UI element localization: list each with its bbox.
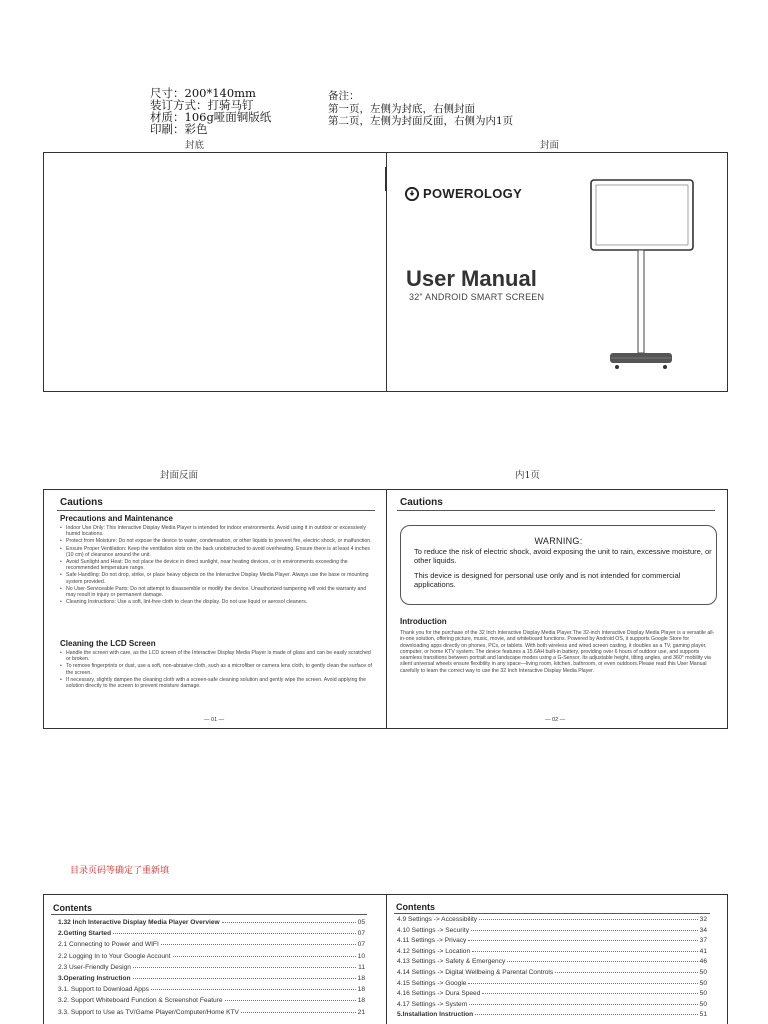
list-item: • Protect from Moisture: Do not expose the device to water, condensation, or other liquids to prevent fire, electric shock, or malfunction. xyxy=(60,538,372,544)
toc-entry-title: 2.1 Connecting to Power and WIFI xyxy=(58,941,159,949)
toc-entry[interactable] xyxy=(397,927,707,936)
toc-entry-title: 3.1. Support to Download Apps xyxy=(58,986,149,994)
toc-leader-dots xyxy=(507,961,697,962)
toc-entry[interactable] xyxy=(397,990,707,999)
toc-leader-dots xyxy=(468,940,697,941)
toc-entry-page: 07 xyxy=(357,930,365,938)
manual-subtitle: 32" ANDROID SMART SCREEN xyxy=(409,292,545,302)
toc-entry-page: 37 xyxy=(699,937,707,945)
toc-right-heading: Contents xyxy=(396,902,435,912)
toc-left-rule xyxy=(51,914,367,915)
manual-title: User Manual xyxy=(406,266,537,291)
list-item: • Handle the screen with care, as the LCD screen of the Interactive Display Media Player is made of glass and can be easily scratched or broken. xyxy=(60,650,372,662)
page2-heading: Cautions xyxy=(400,497,443,508)
toc-entry-page: 07 xyxy=(357,941,365,949)
toc-leader-dots xyxy=(472,951,698,952)
spec-print: 印刷：彩色 xyxy=(150,122,208,136)
label-inside-front: 封面反面 xyxy=(160,470,199,481)
toc-entry[interactable] xyxy=(58,975,365,984)
page1-number: — 01 — xyxy=(204,717,225,723)
toc-entry-page: 32 xyxy=(699,916,707,923)
toc-entry-page: 18 xyxy=(357,997,365,1005)
toc-page-number-note: 目录页码等确定了重新填 xyxy=(70,866,170,876)
toc-entry-page: 21 xyxy=(357,1008,365,1016)
toc-entry-title: 2.2 Logging In to Your Google Account xyxy=(58,952,171,960)
remark-block xyxy=(328,90,513,128)
toc-entry[interactable] xyxy=(397,916,707,925)
toc-entry-page: 50 xyxy=(699,979,707,987)
toc-entry-page: 50 xyxy=(699,1000,707,1008)
toc-entry-page: 05 xyxy=(357,919,365,926)
spec-size: 尺寸：200*140mm xyxy=(150,86,256,100)
toc-entry[interactable] xyxy=(58,1009,365,1018)
toc-entry-page: 10 xyxy=(357,952,365,960)
section-precautions: Precautions and Maintenance xyxy=(60,514,173,523)
toc-left-heading: Contents xyxy=(53,903,92,913)
page2-number: — 02 — xyxy=(545,717,566,723)
list-item: • If necessary, slightly dampen the cleaning cloth with a screen-safe cleaning solution and gently wipe the screen. Avoid applying the solution directly to the screen to prevent moisture damage. xyxy=(60,677,372,689)
precautions-list xyxy=(60,525,372,606)
toc-leader-dots xyxy=(113,933,356,934)
toc-leader-dots xyxy=(468,983,697,984)
introduction-text: Thank you for the purchase of the 32 Inch Interactive Display Media Player.The 32-inch Interactive Display Media Player is a versatile all-in-one solution, offering picture, music, movie, and whiteboard functions. Powered by Android OS, it supports Google Store for downloading apps directly on phones, PCs, or tablets. With both wireless and wired screen casting, it doubles as a TV, gaming player, computer, or home KTV system. The device features a 15.6AH built-in battery, providing over 6 hours of outdoor use, and supports seamless transitions between portrait and landscape modes using a G-Sensor. Its adjustable height, tilting angles, and 360° mobility via silent universal wheels ensure flexibility in any space—living room, kitchen, bathroom, or even outdoors.Please read this User Manual carefully to learn the correct way to use the 32 Inch Interactive Display Media Player. xyxy=(400,630,715,674)
cleaning-list xyxy=(60,650,372,690)
list-item: • No User-Serviceable Parts: Do not attempt to disassemble or modify the device. Unauthorized tampering will void the warranty and may result in injury or permanent damage. xyxy=(60,586,372,598)
remark-line-1: 第一页，左侧为封底，右侧封面 xyxy=(328,102,475,115)
smart-screen-illustration xyxy=(585,178,700,373)
power-logo-icon xyxy=(405,187,419,201)
toc-entry-title: 1.32 Inch Interactive Display Media Player Overview xyxy=(58,919,220,926)
toc-leader-dots xyxy=(222,922,356,923)
toc-leader-dots xyxy=(225,1000,356,1001)
toc-entry-title: 4.9 Settings -> Accessibility xyxy=(397,916,478,923)
toc-leader-dots xyxy=(469,1004,697,1005)
spread-fold-line xyxy=(386,490,387,728)
toc-entry[interactable] xyxy=(397,958,707,967)
toc-entry[interactable] xyxy=(397,980,707,989)
toc-leader-dots xyxy=(161,944,356,945)
toc-entry[interactable] xyxy=(397,937,707,946)
toc-entry[interactable] xyxy=(58,964,365,973)
toc-entry-page: 34 xyxy=(699,926,707,934)
toc-entry[interactable] xyxy=(397,1011,707,1020)
toc-entry-title: 2.Getting Started xyxy=(58,930,112,938)
brand-logo xyxy=(405,186,522,201)
spec-binding: 装订方式：打骑马钉 xyxy=(150,98,254,112)
list-item: • Indoor Use Only: This Interactive Display Media Player is intended for indoor environments. Avoid using it in outdoor or excessively humid locations. xyxy=(60,525,372,537)
toc-entry[interactable] xyxy=(58,997,365,1006)
toc-entry[interactable] xyxy=(58,986,365,995)
page1-rule xyxy=(57,510,375,511)
toc-entry-title: 4.16 Settings -> Dura Speed xyxy=(397,990,481,998)
list-item: • Avoid Sunlight and Heat: Do not place the device in direct sunlight, near heating devices, or in environments exceeding the recommended temperature range. xyxy=(60,559,372,571)
toc-leader-dots xyxy=(555,972,697,973)
warning-title: WARNING: xyxy=(534,536,583,546)
remark-line-2: 第二页，左侧为封面反面，右侧为内1页 xyxy=(328,115,514,127)
toc-entry[interactable] xyxy=(58,941,365,950)
remark-heading: 备注： xyxy=(328,90,360,102)
toc-entry[interactable] xyxy=(397,948,707,957)
introduction-heading: Introduction xyxy=(400,617,447,626)
section-cleaning: Cleaning the LCD Screen xyxy=(60,639,156,648)
toc-entry-title: 4.15 Settings -> Google xyxy=(397,979,467,987)
warning-text-1: To reduce the risk of electric shock, avoid exposing the unit to rain, excessive moisture, or other liquids. xyxy=(414,547,712,565)
toc-leader-dots xyxy=(471,930,698,931)
toc-entry-title: 3.Operating Instruction xyxy=(58,975,131,982)
list-item: • To remove fingerprints or dust, use a soft, non-abrasive cloth, such as a microfiber or camera lens cloth, to gently clean the surface of the screen. xyxy=(60,663,372,675)
toc-leader-dots xyxy=(241,1012,356,1013)
toc-entry-title: 4.13 Settings -> Safety & Emergency xyxy=(397,958,506,966)
toc-entry-page: 18 xyxy=(357,975,365,982)
toc-leader-dots xyxy=(475,1014,697,1015)
page1-heading: Cautions xyxy=(60,497,103,508)
toc-entry-title: 4.14 Settings -> Digital Wellbeing & Parental Controls xyxy=(397,969,554,976)
print-spec-block xyxy=(150,87,271,135)
toc-entry-page: 51 xyxy=(699,1011,707,1019)
toc-entry[interactable] xyxy=(58,930,365,939)
toc-entry-page: 11 xyxy=(358,963,365,971)
toc-leader-dots xyxy=(482,993,697,994)
toc-entry-title: 4.11 Settings -> Privacy xyxy=(397,937,467,945)
toc-entry[interactable] xyxy=(58,953,365,962)
toc-entry-title: 3.3. Support to Use as TV/Game Player/Computer/Home KTV xyxy=(58,1008,239,1016)
toc-entry-page: 41 xyxy=(699,947,707,955)
toc-entry-page: 46 xyxy=(699,958,707,966)
label-back-cover: 封底 xyxy=(185,140,205,151)
toc-leader-dots xyxy=(173,956,356,957)
fold-mark xyxy=(385,167,387,191)
toc-entry-title: 4.10 Settings -> Security xyxy=(397,926,470,934)
warning-text-2: This device is designed for personal use only and is not intended for commercial applications. xyxy=(414,571,681,589)
list-item: • Ensure Proper Ventilation: Keep the ventilation slots on the back unobstructed to avoid overheating. Ensure there is at least 4 inches (10 cm) of clearance around the unit. xyxy=(60,546,372,558)
spread-fold-line xyxy=(386,895,387,1024)
toc-right-rule xyxy=(394,913,710,914)
page2-rule xyxy=(397,510,715,511)
toc-entry-title: 3.2. Support Whiteboard Function & Screenshot Feature xyxy=(58,997,223,1005)
toc-entry-title: 4.12 Settings -> Location xyxy=(397,947,471,955)
toc-leader-dots xyxy=(133,967,356,968)
brand-name: POWEROLOGY xyxy=(423,186,523,201)
toc-entry[interactable] xyxy=(397,969,707,978)
list-item: • Safe Handling: Do not drop, strike, or place heavy objects on the Interactive Display Media Player. Always use the base or mounting system provided. xyxy=(60,572,372,584)
toc-entry-title: 4.17 Settings -> System xyxy=(397,1000,468,1008)
list-item: • Cleaning Instructions: Use a soft, lint-free cloth to clean the display. Do not use liquid or aerosol cleaners. xyxy=(60,599,372,605)
toc-leader-dots xyxy=(479,919,698,920)
toc-entry-page: 50 xyxy=(699,969,707,976)
label-front-cover: 封面 xyxy=(540,140,560,151)
toc-entry[interactable] xyxy=(397,1001,707,1010)
spec-material: 材质：106g哑面铜版纸 xyxy=(150,110,272,124)
toc-entry-page: 50 xyxy=(699,990,707,998)
toc-entry-title: 2.3 User-Friendly Design xyxy=(58,963,131,971)
toc-entry[interactable] xyxy=(58,919,365,928)
toc-leader-dots xyxy=(133,978,356,979)
toc-leader-dots xyxy=(151,989,356,990)
toc-entry-page: 18 xyxy=(357,986,365,994)
label-inner-page-1: 内1页 xyxy=(515,470,541,481)
toc-entry-title: 5.Installation Instruction xyxy=(397,1011,474,1019)
